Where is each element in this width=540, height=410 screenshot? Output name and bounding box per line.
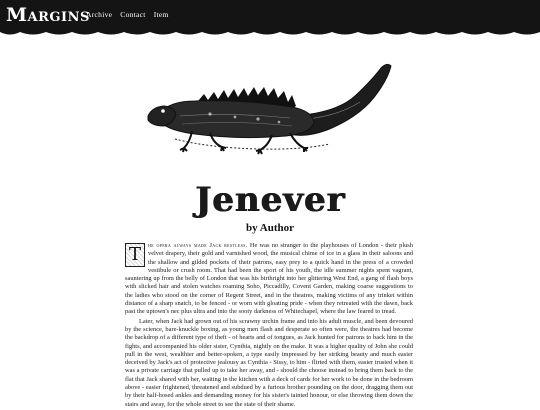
main-nav	[86, 10, 169, 19]
top-navigation-bar	[0, 0, 540, 31]
article-title: Jenever	[194, 180, 346, 220]
nav-link-contact[interactable]: Contact	[120, 10, 146, 19]
article-paragraph	[125, 242, 413, 317]
paragraph-2-text: Later, when Jack had grown out of his scrawny urchin frame and into his adult muscle, and been devoured by the science, bare-knuckle boxing, as young men flash and desperate so often were, the theatres had become the backdrop of a different type of theft - of hearts and of tongues, as Jack hunted for patrons to back him in the fights, and accompanied his older sister, Cynthia, nightly on the make. It was a higher quality of John she could pull in the west, wealthier and better-spoken, a type easily impressed by her striking beauty and much easier deceived by Jack's act of protective jealousy as Cynthia - Sissy, to him - flirted with them, easier trusted when it was a private carriage that pulled up to take her away, and - should the choose instead to bring them back to the flat that Jack shared with her, waiting in the kitchen with a deck of cards for her work to be done in the bedroom above - easier frightened, threatened and subdued by a furious brother pounding on the door, dragging them out by their half-hosed ankles and demanding money for his sister's tainted honour, or else throwing them down the stairs and away, for the whole street to see the state of their shame.	[125, 317, 413, 408]
header-wave-divider	[0, 29, 540, 37]
article-body	[125, 242, 413, 410]
dropcap-letter: T	[125, 243, 145, 267]
article-byline: by Author	[246, 222, 294, 234]
nav-link-archive[interactable]: Archive	[86, 10, 113, 19]
paragraph-1-text: He was no stranger to the playhouses of London - their plush velvet drapery, their gold and varnished wood, the musical chime of ice in a glass in their saloons and the shallow and gilded pockets of their patrons, easy prey to a quick hand in the press of a crowded vestibule or crush room. That had been the sport of his youth, the idle summer nights spent vagrant, sauntering up from the belly of London that was his birthright into her glittering West End, a gang of flash boys with slicked hair and stolen watches roaming Soho, Piccadilly, Covent Garden, making coarse suggestions to the ladies who stood on the corner of Regent Street, and in the theatres, making victims of any trinket within distance of a sharp snatch, to be fenced - or worn with gloating pride - when they retreated with the dawn, back past the uptown's nec plus ultra and into the sooty darkness of Whitechapel, where the law feared to tread.	[125, 242, 413, 316]
site-logo[interactable]: Margins	[6, 4, 90, 26]
nav-link-item[interactable]: Item	[153, 10, 169, 19]
lead-sentence: he opera always made Jack restless.	[148, 242, 248, 249]
article-paragraph	[125, 318, 413, 409]
salamander-illustration	[140, 56, 410, 161]
